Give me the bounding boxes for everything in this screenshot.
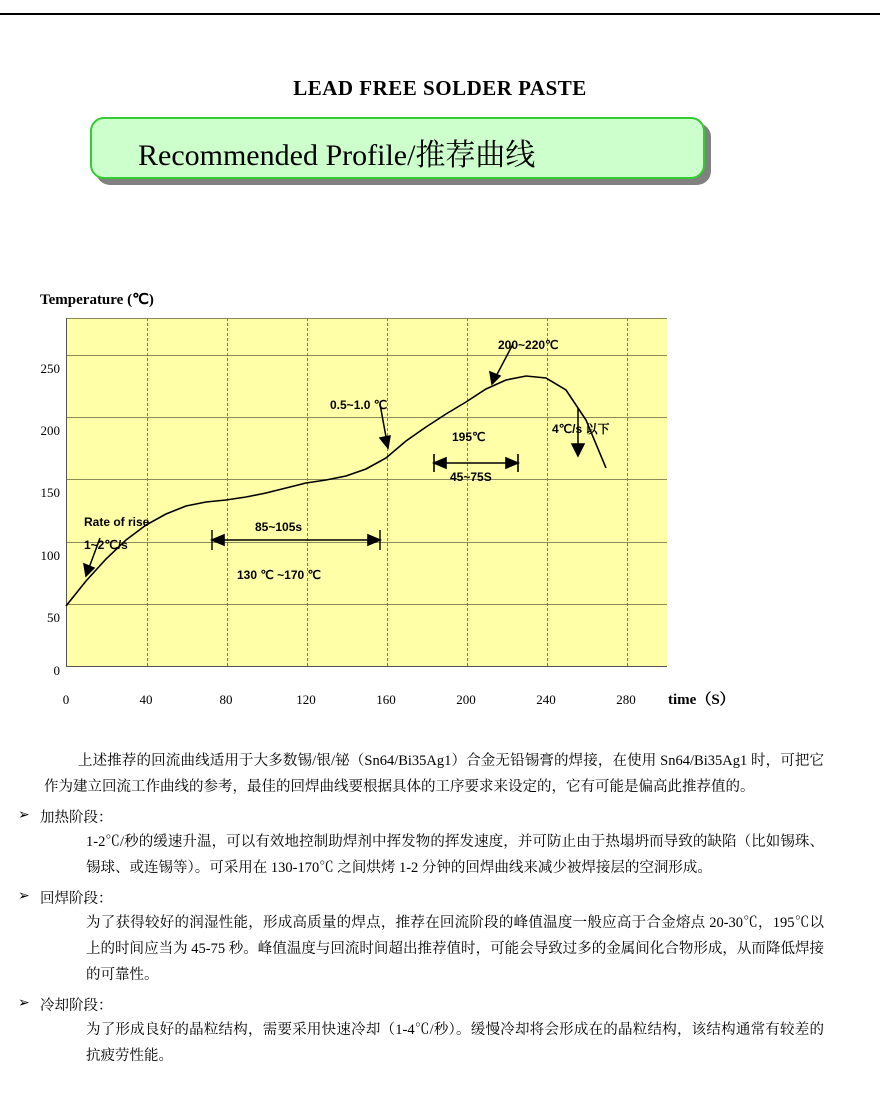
chart-xtick-label: 120	[296, 692, 316, 707]
notes-section-label: 回焊阶段：	[40, 891, 113, 907]
annotation-cooling-rate: 4℃/s 以下	[552, 422, 610, 436]
chart-xtick-label: 240	[536, 692, 556, 707]
bullet-arrow-icon: ➢	[18, 889, 30, 904]
annotation-rate-of-rise: Rate of rise	[84, 515, 150, 529]
notes-section-label: 冷却阶段：	[40, 998, 113, 1014]
arrow-85-105s	[212, 535, 380, 545]
notes-section-label: 加热阶段：	[40, 810, 113, 826]
reflow-profile-chart	[0, 280, 880, 730]
chart-ytick-label: 250	[40, 361, 60, 376]
notes-section-heading-cooling	[18, 994, 824, 1015]
annotation-85-105s: 85~105s	[255, 520, 303, 534]
chart-xtick-label: 80	[219, 692, 233, 707]
chart-overlay-graphics	[0, 280, 880, 730]
annotation-soak-rate: 0.5~1.0 ℃	[330, 398, 388, 412]
annotation-45-75s: 45~75S	[450, 470, 492, 484]
notes-section-text-reflow: 为了获得较好的润湿性能，形成高质量的焊点，推荐在回流阶段的峰值温度一般应高于合金熔点 20-30℃，195℃以上的时间应当为 45-75 秒。峰值温度与回流时间超出推荐值时，可能会导致过多的金属间化合物形成，从而降低焊接的可靠性。	[86, 915, 824, 983]
annotation-1-2c-per-s: 1~2℃/s	[84, 538, 128, 552]
chart-x-axis-title: time（S）	[668, 692, 735, 708]
notes-section-text-cooling: 为了形成良好的晶粒结构，需要采用快速冷却（1-4℃/秒）。缓慢冷却将会形成在的晶粒结构，该结构通常有较差的抗疲劳性能。	[86, 1022, 824, 1064]
page-title: LEAD FREE SOLDER PASTE	[293, 76, 587, 100]
chart-ytick-label: 50	[47, 610, 60, 625]
chart-ytick-label: 150	[40, 485, 60, 500]
chart-ytick-label: 0	[53, 663, 60, 678]
chart-ytick-label: 100	[40, 548, 60, 563]
chart-y-axis-title: Temperature (℃)	[40, 292, 154, 308]
chart-xtick-label: 280	[616, 692, 636, 707]
banner-label: Recommended Profile/推荐曲线	[138, 139, 536, 172]
notes-section-heading-heating	[18, 806, 824, 827]
banner	[90, 117, 705, 179]
chart-xtick-label: 160	[376, 692, 396, 707]
annotation-130-170c: 130 ℃ ~170 ℃	[237, 568, 322, 582]
notes-section-heading-reflow	[18, 887, 824, 908]
header-rule	[0, 13, 880, 15]
notes-intro: 上述推荐的回流曲线适用于大多数锡/银/铋（Sn64/Bi35Ag1）合金无铅锡膏的焊接，在使用 Sn64/Bi35Ag1 时，可把它作为建立回流工作曲线的参考，最佳的回焊曲线要根据具体的工序要求来设定的，它有可能是偏高此推荐值的。	[44, 753, 824, 795]
chart-xtick-label: 0	[62, 692, 70, 707]
chart-xtick-label: 40	[139, 692, 153, 707]
annotation-peak-temp: 200~220℃	[498, 338, 559, 352]
bullet-arrow-icon: ➢	[18, 808, 30, 823]
annotation-195c: 195℃	[452, 430, 486, 444]
chart-ytick-label: 200	[40, 423, 60, 438]
notes-section-text-heating: 1-2℃/秒的缓速升温，可以有效地控制助焊剂中挥发物的挥发速度，并可防止由于热塌坍而导致的缺陷（比如锡珠、锡球、或连锡等）。可采用在 130-170℃ 之间烘烤 1-2 分钟的回焊曲线来减少被焊接层的空洞形成。	[86, 834, 824, 876]
bullet-arrow-icon: ➢	[18, 996, 30, 1011]
chart-xtick-label: 200	[456, 692, 476, 707]
notes-section	[0, 748, 880, 1069]
